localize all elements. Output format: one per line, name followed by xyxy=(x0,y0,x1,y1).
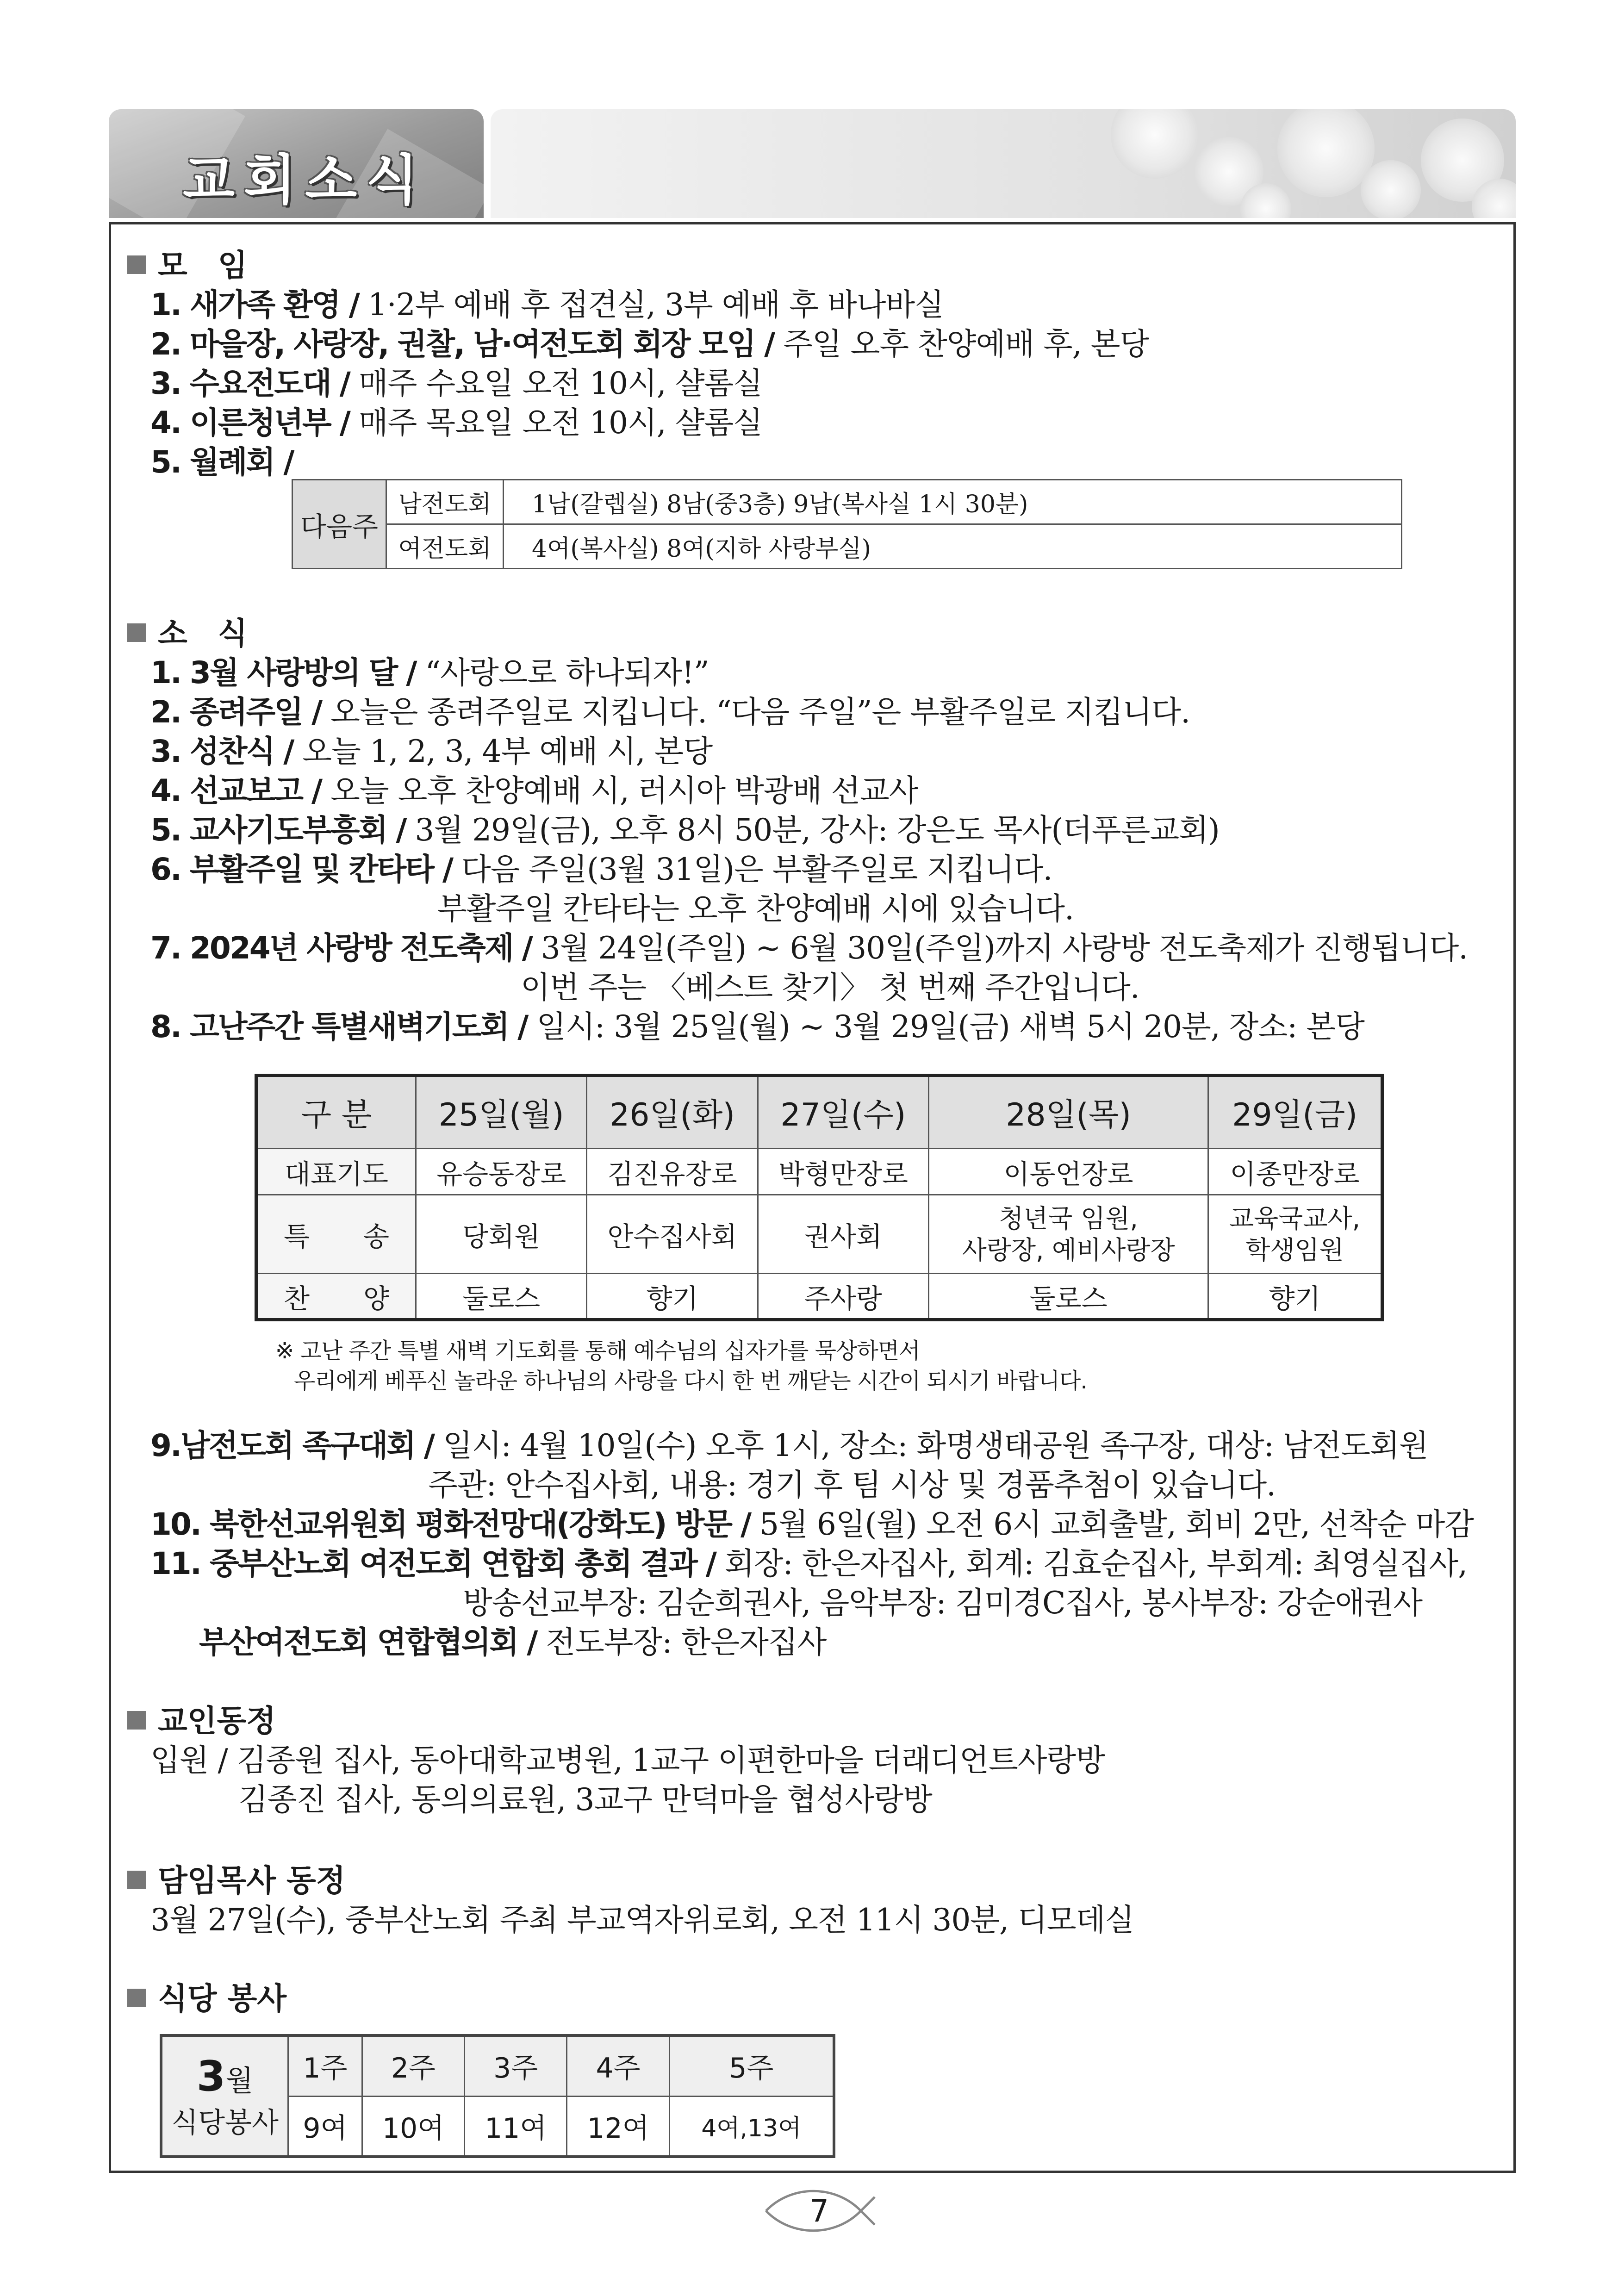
news-item-continuation: 부활주일 칸타타는 오후 찬양예배 시에 있습니다. xyxy=(437,891,1074,927)
news-item: 3. 성찬식 / 오늘 1, 2, 3, 4부 예배 시, 본당 xyxy=(150,734,713,769)
team-cell: 10여 xyxy=(362,2096,464,2157)
meetings-heading: 모 임 xyxy=(127,241,248,285)
month-cell xyxy=(161,2035,288,2157)
news-item: 5. 교사기도부흥회 / 3월 29일(금), 오후 8시 50분, 강사: 강은도 목사(더푸른교회) xyxy=(150,812,1220,848)
row-label: 찬 양 xyxy=(256,1274,416,1320)
table-cell: 향기 xyxy=(587,1274,758,1320)
table-cell: 주사랑 xyxy=(758,1274,928,1320)
team-cell: 12여 xyxy=(567,2096,669,2157)
cafeteria-table xyxy=(160,2034,835,2158)
group-cell: 남전도회 xyxy=(386,480,504,524)
members-line: 김종진 집사, 동의의료원, 3교구 만덕마을 협성사랑방 xyxy=(238,1782,932,1817)
table-cell: 향기 xyxy=(1208,1274,1382,1320)
header-cell: 29일(금) xyxy=(1208,1076,1382,1149)
header-cell: 28일(목) xyxy=(929,1076,1208,1149)
week-cell: 1주 xyxy=(288,2035,362,2096)
page-number xyxy=(759,2187,879,2235)
header-cell: 구 분 xyxy=(256,1076,416,1149)
week-cell: 3주 xyxy=(465,2035,567,2096)
page-number-text: 7 xyxy=(809,2193,829,2229)
team-cell: 9여 xyxy=(288,2096,362,2157)
title-tab xyxy=(109,109,484,218)
month-number: 3 xyxy=(196,2052,226,2101)
team-cell: 11여 xyxy=(465,2096,567,2157)
news-item-continuation: 이번 주는 〈베스트 찾기〉 첫 번째 주간입니다. xyxy=(521,970,1139,1005)
table-cell: 유승동장로 xyxy=(416,1149,587,1195)
square-bullet-icon xyxy=(127,1989,146,2007)
square-bullet-icon xyxy=(127,255,146,274)
month-unit: 월 xyxy=(225,2063,254,2097)
table-cell: 김진유장로 xyxy=(587,1149,758,1195)
news-item: 6. 부활주일 및 칸타타 / 다음 주일(3월 31일)은 부활주일로 지킵니다. xyxy=(150,852,1052,887)
header-cell: 25일(월) xyxy=(416,1076,587,1149)
news-heading: 소 식 xyxy=(127,609,248,653)
news-item: 7. 2024년 사랑방 전도축제 / 3월 24일(주일) ~ 6월 30일(주일)까지 사랑방 전도축제가 진행됩니다. xyxy=(150,930,1468,966)
news-item: 부산여전도회 연합협의회 / 전도부장: 한은자집사 xyxy=(199,1624,827,1660)
meeting-item: 4. 이른청년부 / 매주 목요일 오전 10시, 샬롬실 xyxy=(150,405,763,441)
table-cell: 둘로스 xyxy=(416,1274,587,1320)
row-label: 대표기도 xyxy=(256,1149,416,1195)
monthly-meeting-table xyxy=(292,479,1402,569)
table-cell: 이동언장로 xyxy=(929,1149,1208,1195)
detail-cell: 4여(복사실) 8여(지하 사랑부실) xyxy=(504,524,1402,569)
news-item: 8. 고난주간 특별새벽기도회 / 일시: 3월 25일(월) ~ 3월 29일(금) 새벽 5시 20분, 장소: 본당 xyxy=(150,1009,1364,1045)
square-bullet-icon xyxy=(127,623,146,642)
table-cell: 박형만장로 xyxy=(758,1149,928,1195)
dawn-prayer-table xyxy=(255,1074,1384,1321)
prayer-note: 우리에게 베푸신 놀라운 하나님의 사랑을 다시 한 번 깨닫는 시간이 되시기 바랍니다. xyxy=(294,1368,1087,1394)
table-cell: 이종만장로 xyxy=(1208,1149,1382,1195)
team-cell: 4여,13여 xyxy=(669,2096,834,2157)
detail-cell: 1남(갈렙실) 8남(중3층) 9남(복사실 1시 30분) xyxy=(504,480,1402,524)
week-cell: 2주 xyxy=(362,2035,464,2096)
table-cell: 둘로스 xyxy=(929,1274,1208,1320)
table-cell: 청년국 임원, 사랑장, 예비사랑장 xyxy=(929,1195,1208,1274)
news-item: 10. 북한선교위원회 평화전망대(강화도) 방문 / 5월 6일(월) 오전 6시 교회출발, 회비 2만, 선착순 마감 xyxy=(150,1506,1474,1542)
square-bullet-icon xyxy=(127,1711,146,1730)
table-cell: 교육국교사, 학생임원 xyxy=(1208,1195,1382,1274)
news-item-continuation: 방송선교부장: 김순희권사, 음악부장: 김미경C집사, 봉사부장: 강순애권사 xyxy=(463,1585,1422,1621)
news-item: 1. 3월 사랑방의 달 / “사랑으로 하나되자!” xyxy=(150,655,709,691)
news-item: 4. 선교보고 / 오늘 오후 찬양예배 시, 러시아 박광배 선교사 xyxy=(150,773,918,809)
meeting-item: 3. 수요전도대 / 매주 수요일 오전 10시, 샬롬실 xyxy=(150,366,763,401)
square-bullet-icon xyxy=(127,1871,146,1889)
members-heading: 교인동정 xyxy=(127,1696,276,1740)
news-item: 11. 중부산노회 여전도회 연합회 총회 결과 / 회장: 한은자집사, 회계: 김효순집사, 부회계: 최영실집사, xyxy=(150,1546,1468,1581)
banner-decoration xyxy=(491,109,1516,218)
cafeteria-heading: 식당 봉사 xyxy=(127,1974,286,2018)
table-cell: 안수집사회 xyxy=(587,1195,758,1274)
news-item: 2. 종려주일 / 오늘은 종려주일로 지킵니다. “다음 주일”은 부활주일로 지킵니다. xyxy=(150,694,1190,730)
pastor-line: 3월 27일(수), 중부산노회 주최 부교역자위로회, 오전 11시 30분, 디모데실 xyxy=(150,1902,1134,1938)
period-cell: 다음주 xyxy=(292,480,386,569)
week-cell: 5주 xyxy=(669,2035,834,2096)
prayer-note: ※ 고난 주간 특별 새벽 기도회를 통해 예수님의 십자가를 묵상하면서 xyxy=(275,1338,920,1364)
members-line: 입원 / 김종원 집사, 동아대학교병원, 1교구 이편한마을 더래디언트사랑방 xyxy=(150,1742,1105,1778)
meeting-item: 1. 새가족 환영 / 1·2부 예배 후 접견실, 3부 예배 후 바나바실 xyxy=(150,287,944,323)
table-cell: 권사회 xyxy=(758,1195,928,1274)
group-cell: 여전도회 xyxy=(386,524,504,569)
news-item-continuation: 주관: 안수집사회, 내용: 경기 후 팀 시상 및 경품추첨이 있습니다. xyxy=(428,1467,1276,1503)
row-label: 특 송 xyxy=(256,1195,416,1274)
table-cell: 당회원 xyxy=(416,1195,587,1274)
news-item: 9.남전도회 족구대회 / 일시: 4월 10일(수) 오후 1시, 장소: 화명생태공원 족구장, 대상: 남전도회원 xyxy=(150,1428,1428,1463)
pastor-heading: 담임목사 동정 xyxy=(127,1856,346,1900)
meeting-item: 2. 마을장, 사랑장, 권찰, 남·여전도회 회장 모임 / 주일 오후 찬양예배 후, 본당 xyxy=(150,326,1149,362)
page-title: 교회소식 xyxy=(183,149,428,212)
header-cell: 27일(수) xyxy=(758,1076,928,1149)
week-cell: 4주 xyxy=(567,2035,669,2096)
header-cell: 26일(화) xyxy=(587,1076,758,1149)
meeting-item: 5. 월례회 / xyxy=(150,444,293,480)
month-label: 식당봉사 xyxy=(171,2106,279,2139)
